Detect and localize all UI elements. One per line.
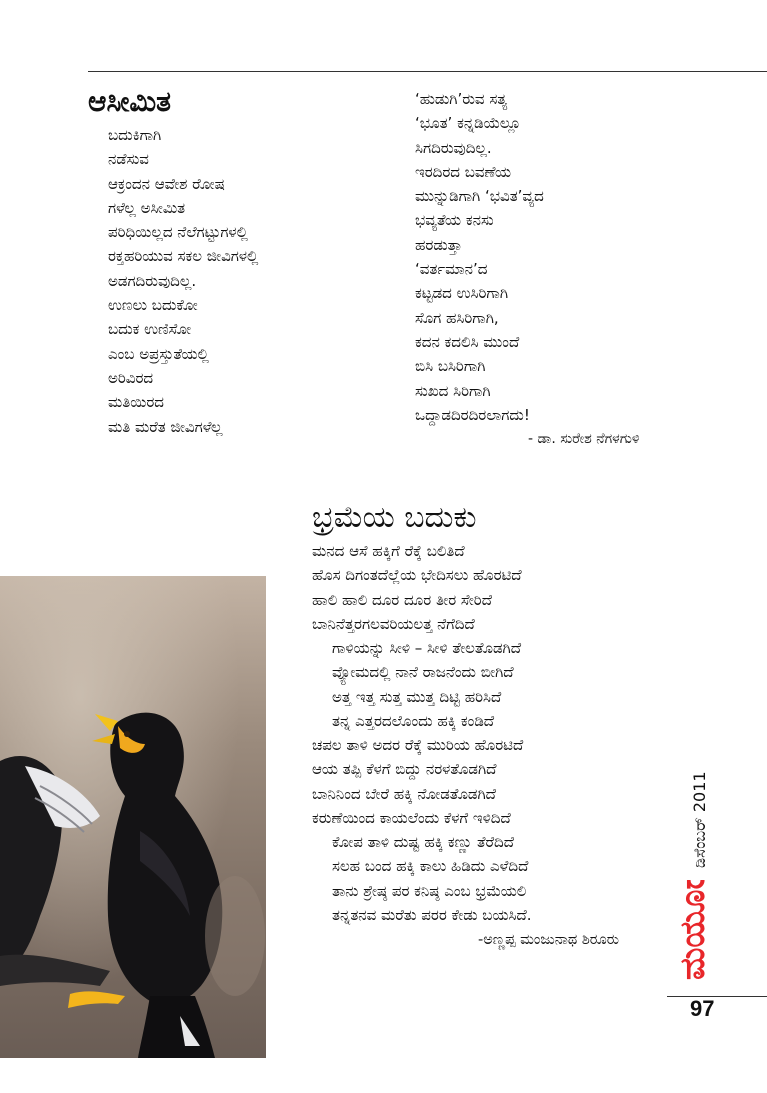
poem1-right-column: [415, 87, 544, 427]
poem-line: ತನ್ನತನವ ಮರೆತು ಪರರ ಕೇಡು ಬಯಸಿದೆ.: [332, 905, 532, 924]
poem-line: ಬಾನಿನಿಂದ ಬೇರೆ ಹಕ್ಕಿ ನೋಡತೊಡಗಿದೆ: [312, 784, 496, 803]
top-rule: [88, 71, 767, 72]
poem-line: ಭವ್ಯತೆಯ ಕನಸು: [415, 211, 494, 230]
poem1-author: - ಡಾ. ಸುರೇಶ ನೆಗಳಗುಳಿ: [528, 431, 640, 447]
poem-line: ನಡೆಸುವ: [108, 150, 149, 169]
issue-date: ಡಿಸೆಂಬರ್ 2011: [690, 771, 709, 868]
poem-line: ಆಕ್ರಂದನ ಆವೇಶ ರೋಷ: [108, 174, 225, 193]
poem-line: ‘ಹುಡುಗಿ’ರುವ ಸತ್ಯ: [415, 90, 508, 108]
myna-bird-photo: [0, 576, 266, 1058]
poem-line: ಗಳೆಲ್ಲ ಅಸೀಮಿತ: [108, 198, 186, 217]
page-number: 97: [690, 996, 715, 1021]
poem-line: ಬದುಕಿಗಾಗಿ: [108, 126, 162, 144]
poem-line: ಆಯ ತಪ್ಪಿ ಕೆಳಗೆ ಬಿದ್ದು ನರಳತೊಡಗಿದೆ: [312, 760, 497, 779]
poem-line: ಬಿಸಿ ಬಸಿರಿಗಾಗಿ: [415, 357, 486, 376]
poem-line: ರಕ್ತಹರಿಯುವ ಸಕಲ ಜೀವಿಗಳಲ್ಲಿ: [108, 247, 259, 266]
poem-line: ಅತ್ತ ಇತ್ತ ಸುತ್ತ ಮುತ್ತ ದಿಟ್ಟಿ ಹರಿಸಿದೆ: [332, 687, 502, 706]
poem-line: ಕೋಪ ತಾಳಿ ದುಷ್ಟ ಹಕ್ಕಿ ಕಣ್ಣು ತೆರೆದಿದೆ: [332, 833, 515, 851]
poem1-title: ಆಸೀಮಿತ: [88, 85, 172, 118]
poem-line: ಮುನ್ನುಡಿಗಾಗಿ ‘ಭವಿತ’ವ್ಯದ: [415, 187, 544, 206]
poem-line: ಕಟ್ಟಡದ ಉಸಿರಿಗಾಗಿ: [415, 284, 509, 303]
poem-line: ಇರದಿರದ ಬವಣೆಯ: [415, 162, 512, 181]
poem-line: ‘ವರ್ತಮಾನ’ದ: [415, 260, 488, 279]
poem-line: ಸುಖದ ಸಿರಿಗಾಗಿ: [415, 381, 491, 400]
poem-line: ಕದನ ಕದಲಿಸಿ ಮುಂದೆ: [415, 332, 520, 351]
poem-line: ಬದುಕ ಉಣಿಸೋ: [108, 320, 192, 339]
page-rule: [667, 996, 767, 997]
poem2-title: ಭ್ರಮೆಯ ಬದುಕು: [312, 500, 477, 535]
mayura-logo-text: ಮಯೂರ: [673, 880, 712, 980]
poem-line: ಅರಿವಿರದ: [108, 368, 154, 387]
poem-line: ಪರಿಧಿಯಿಲ್ಲದ ನೆಲೆಗಟ್ಟುಗಳಲ್ಲಿ: [108, 223, 248, 242]
poem-line: ಸಿಗದಿರುವುದಿಲ್ಲ.: [415, 138, 492, 157]
poem2-body: [312, 539, 532, 927]
mayura-logo: [664, 880, 712, 982]
poem-line: ಎಂಬ ಅಪ್ರಸ್ತುತೆಯಲ್ಲಿ: [108, 344, 209, 363]
poem-line: ವ್ಯೋಮದಲ್ಲಿ ನಾನೆ ರಾಜನೆಂದು ಬೀಗಿದೆ: [332, 663, 514, 682]
poem1-left-column: [108, 123, 258, 439]
poem-line: ಚಪಲ ತಾಳಿ ಅದರ ರೆಕ್ಕೆ ಮುರಿಯ ಹೊರಟಿದೆ: [312, 736, 524, 754]
poem-line: ಹೊಸ ದಿಗಂತದೆಲ್ಲೆಯ ಭೇದಿಸಲು ಹೊರಟಿದೆ: [312, 566, 522, 585]
poem-line: ಒದ್ದಾಡದಿರದಿರಲಾಗದು!: [415, 405, 530, 424]
poem-line: ಉಣಲು ಬದುಕೋ: [108, 296, 198, 315]
poem-line: ತಾನು ಶ್ರೇಷ್ಠ ಪರ ಕನಿಷ್ಠ ಎಂಬ ಭ್ರಮೆಯಲಿ: [332, 881, 527, 900]
poem-line: ಕರುಣೆಯಿಂದ ಕಾಯಲೆಂದು ಕೆಳಗೆ ಇಳಿದಿದೆ: [312, 808, 511, 827]
poem-line: ಅಡಗದಿರುವುದಿಲ್ಲ.: [108, 271, 197, 290]
poem2-author: -ಅಣ್ಣಪ್ಪ ಮಂಜುನಾಥ ಶಿರೂರು: [478, 932, 620, 948]
poem-line: ಸೊಗ ಹಸಿರಿಗಾಗಿ,: [415, 308, 499, 327]
poem-line: ಮತಿ ಮರೆತ ಜೀವಿಗಳೆಲ್ಲ: [108, 417, 223, 436]
poem-line: ಮತಿಯಿರದ: [108, 393, 164, 412]
poem-line: ಮನದ ಆಸೆ ಹಕ್ಕಿಗೆ ರೆಕ್ಕೆ ಬಲಿತಿದೆ: [312, 542, 465, 560]
poem-line: ಸಲಹ ಬಂದ ಹಕ್ಕಿ ಕಾಲು ಹಿಡಿದು ಎಳೆದಿದೆ: [332, 857, 529, 876]
poem-line: ತನ್ನ ಎತ್ತರದಲೊಂದು ಹಕ್ಕಿ ಕಂಡಿದೆ: [332, 711, 495, 730]
poem-line: ಬಾನಿನೆತ್ತರಗಲವರಿಯಲತ್ತ ನೆಗೆದಿದೆ: [312, 614, 475, 633]
poem-line: ‘ಭೂತ’ ಕನ್ನಡಿಯೆಲ್ಲೂ: [415, 114, 521, 133]
poem-line: ಹಾಲಿ ಹಾಲಿ ದೂರ ದೂರ ತೀರ ಸೇರಿದೆ: [312, 590, 493, 609]
poem-line: ಹರಡುತ್ತಾ: [415, 235, 463, 254]
poem-line: ಗಾಳಿಯನ್ನು ಸೀಳಿ – ಸೀಳಿ ತೇಲತೊಡಗಿದೆ: [332, 639, 522, 657]
